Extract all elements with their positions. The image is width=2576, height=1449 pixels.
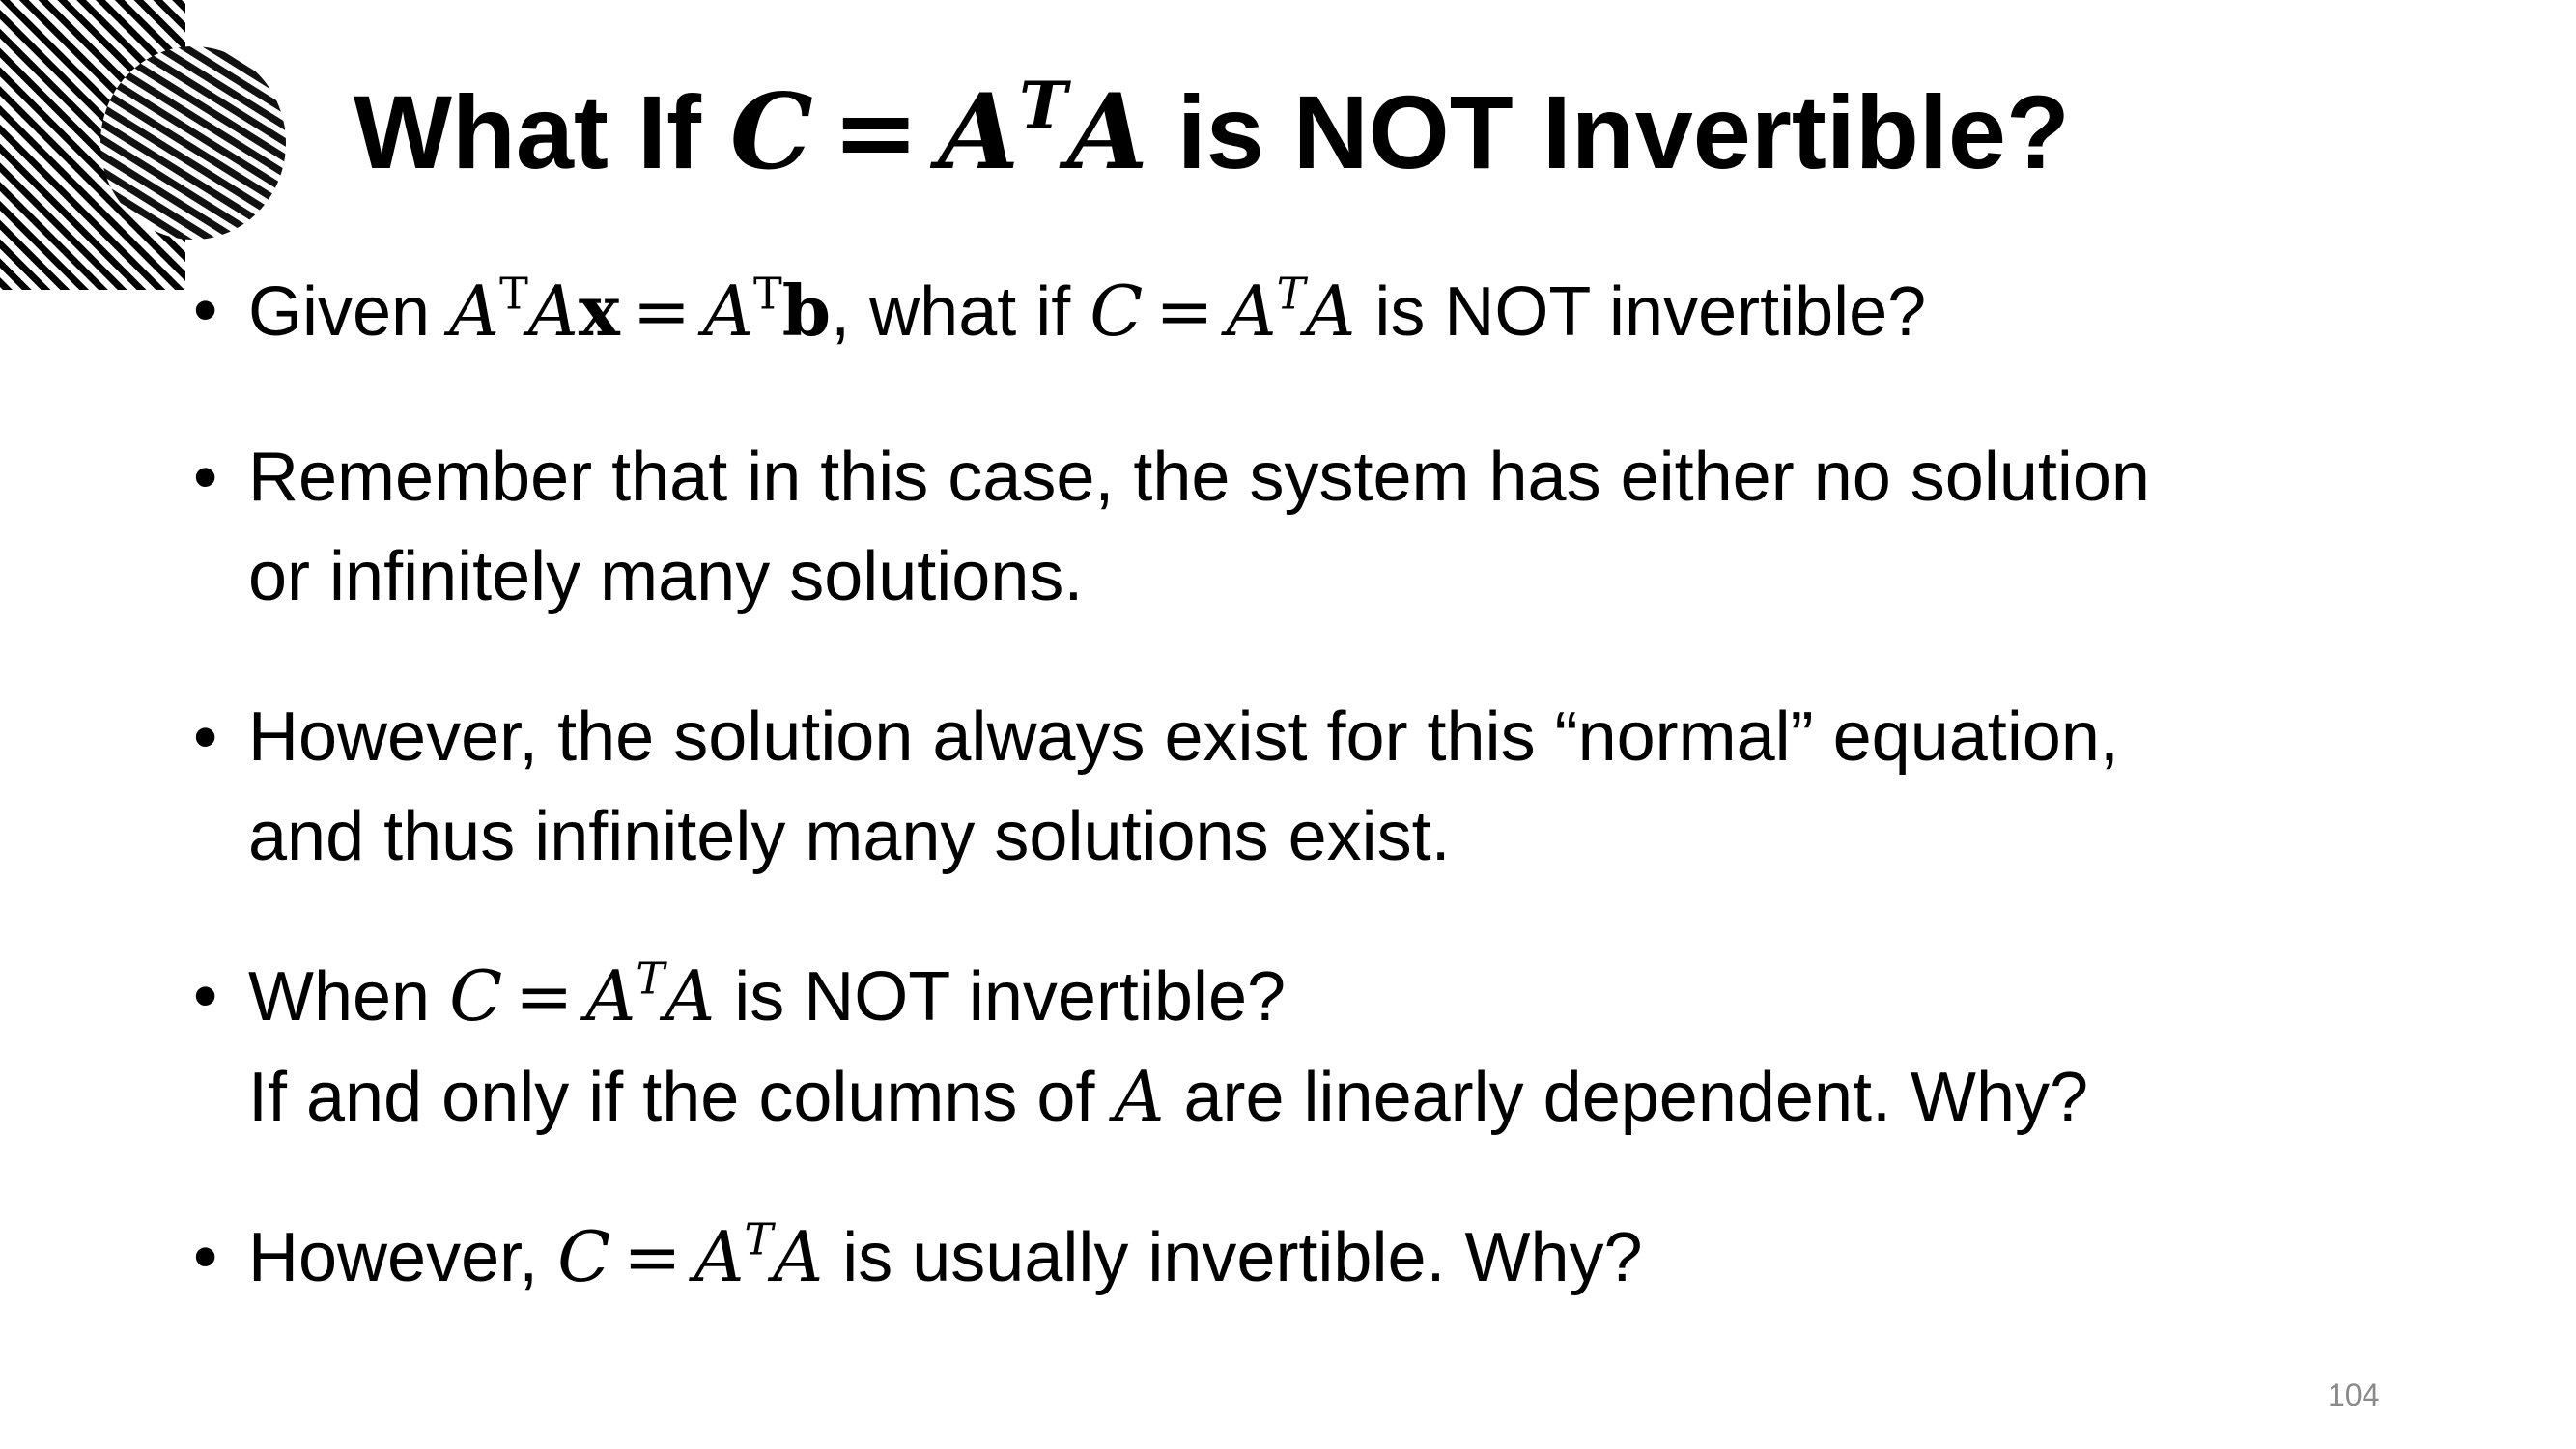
bullet-item-1: • Given $A^TAx = A^Tb$, what if $C = A^TA$ is NOT invertible? bbox=[193, 261, 2415, 362]
bullet-marker: • bbox=[193, 957, 218, 1035]
bullet-marker: • bbox=[193, 1218, 218, 1295]
bullet-marker: • bbox=[193, 271, 218, 349]
bullet-item-3: • However, the solution always exist for this “normal” equation, and thus infinitely many solutions exist. bbox=[193, 688, 2415, 887]
bullet-item-2: • Remember that in this case, the system has either no solution or infinitely many solutions. bbox=[193, 428, 2415, 627]
bullet-item-4: • When $C = A^TA$ is NOT invertible? If and only if the columns of A are linearly dependent. Why? bbox=[193, 947, 2415, 1148]
bullet-marker: • bbox=[193, 698, 218, 776]
slide-title: What If $C = A^TA$ is NOT Invertible? bbox=[354, 67, 2070, 193]
bullet-item-5: • However, $C = A^TA$ is usually invertible. Why? bbox=[193, 1208, 2415, 1308]
corner-hatch-decoration bbox=[0, 0, 290, 299]
page-number: 104 bbox=[2328, 1378, 2380, 1412]
bullet-marker: • bbox=[193, 439, 218, 516]
